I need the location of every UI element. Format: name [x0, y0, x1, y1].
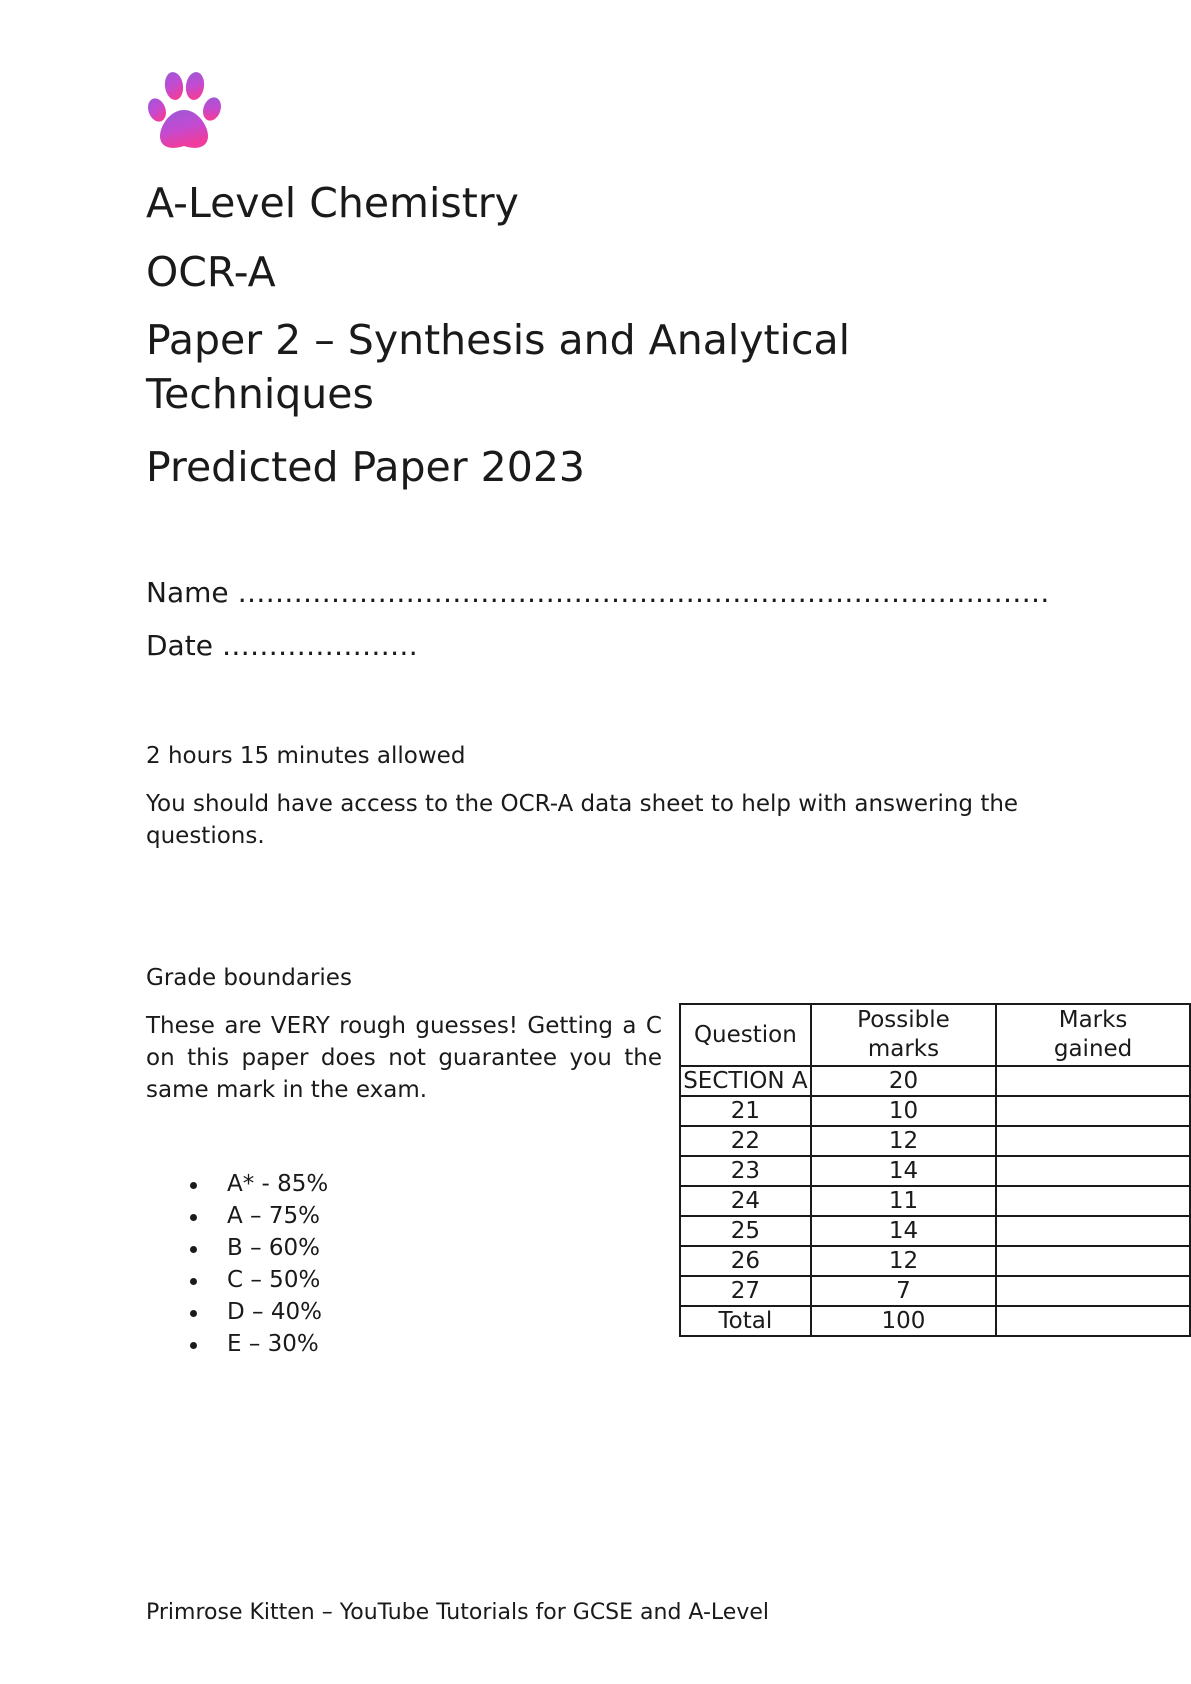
table-row: [680, 1276, 1190, 1306]
marks-gained-cell[interactable]: [996, 1096, 1190, 1126]
date-label: Date: [146, 629, 213, 662]
marks-gained-cell[interactable]: [996, 1126, 1190, 1156]
marks-gained-cell[interactable]: [996, 1216, 1190, 1246]
table-row: [680, 1246, 1190, 1276]
grade-boundaries-note: These are VERY rough guesses! Getting a C on this paper does not guarantee you the same mark in the exam.: [146, 1013, 662, 1103]
question-cell: 26: [680, 1246, 811, 1276]
column-header-question: Question: [680, 1004, 811, 1066]
table-total-row: [680, 1306, 1190, 1336]
grade-item: A – 75%: [146, 1200, 328, 1232]
grade-item: C – 50%: [146, 1264, 328, 1296]
possible-marks-cell: 10: [811, 1096, 996, 1126]
marks-gained-cell[interactable]: [996, 1276, 1190, 1306]
table-row: [680, 1126, 1190, 1156]
footer-text: Primrose Kitten – YouTube Tutorials for GCSE and A-Level: [146, 1600, 769, 1625]
data-sheet-instruction: You should have access to the OCR-A data sheet to help with answering the questions.: [146, 791, 1019, 849]
table-row: [680, 1186, 1190, 1216]
possible-marks-cell: 12: [811, 1126, 996, 1156]
grade-list: [146, 1168, 328, 1360]
table-row: [680, 1216, 1190, 1246]
possible-marks-cell: 20: [811, 1066, 996, 1096]
date-field[interactable]: [146, 628, 418, 664]
possible-marks-cell: 100: [811, 1306, 996, 1336]
exam-board: OCR-A: [146, 248, 276, 296]
name-field[interactable]: [146, 575, 1050, 611]
question-cell: 22: [680, 1126, 811, 1156]
possible-marks-cell: 14: [811, 1216, 996, 1246]
marks-gained-cell[interactable]: [996, 1246, 1190, 1276]
name-dotted-line: ……………………………………………………………………………: [237, 576, 1050, 609]
question-cell: 21: [680, 1096, 811, 1126]
grade-boundaries-heading: Grade boundaries: [146, 965, 352, 991]
marks-gained-cell[interactable]: [996, 1066, 1190, 1096]
grade-item: D – 40%: [146, 1296, 328, 1328]
table-row: [680, 1066, 1190, 1096]
question-cell: Total: [680, 1306, 811, 1336]
question-cell: 24: [680, 1186, 811, 1216]
question-cell: SECTION A: [680, 1066, 811, 1096]
paper-subtitle: Predicted Paper 2023: [146, 443, 585, 491]
date-dotted-line: …………………: [221, 629, 418, 662]
possible-marks-cell: 11: [811, 1186, 996, 1216]
table-header-row: [680, 1004, 1190, 1066]
table-row: [680, 1096, 1190, 1126]
column-header-possible-marks: Possible marks: [811, 1004, 996, 1066]
possible-marks-cell: 7: [811, 1276, 996, 1306]
column-header-marks-gained: Marks gained: [996, 1004, 1190, 1066]
question-cell: 23: [680, 1156, 811, 1186]
paw-print-logo-icon: [146, 70, 222, 152]
question-cell: 25: [680, 1216, 811, 1246]
marks-gained-cell[interactable]: [996, 1306, 1190, 1336]
time-allowed: 2 hours 15 minutes allowed: [146, 743, 466, 769]
table-row: [680, 1156, 1190, 1186]
possible-marks-cell: 12: [811, 1246, 996, 1276]
paper-title: Paper 2 – Synthesis and Analytical Techniques: [146, 316, 851, 418]
question-cell: 27: [680, 1276, 811, 1306]
grade-item: A* - 85%: [146, 1168, 328, 1200]
possible-marks-cell: 14: [811, 1156, 996, 1186]
course-title: A-Level Chemistry: [146, 179, 519, 227]
marks-gained-cell[interactable]: [996, 1186, 1190, 1216]
grade-item: E – 30%: [146, 1328, 328, 1360]
grade-item: B – 60%: [146, 1232, 328, 1264]
marks-table: [679, 1003, 1191, 1337]
marks-gained-cell[interactable]: [996, 1156, 1190, 1186]
name-label: Name: [146, 576, 229, 609]
